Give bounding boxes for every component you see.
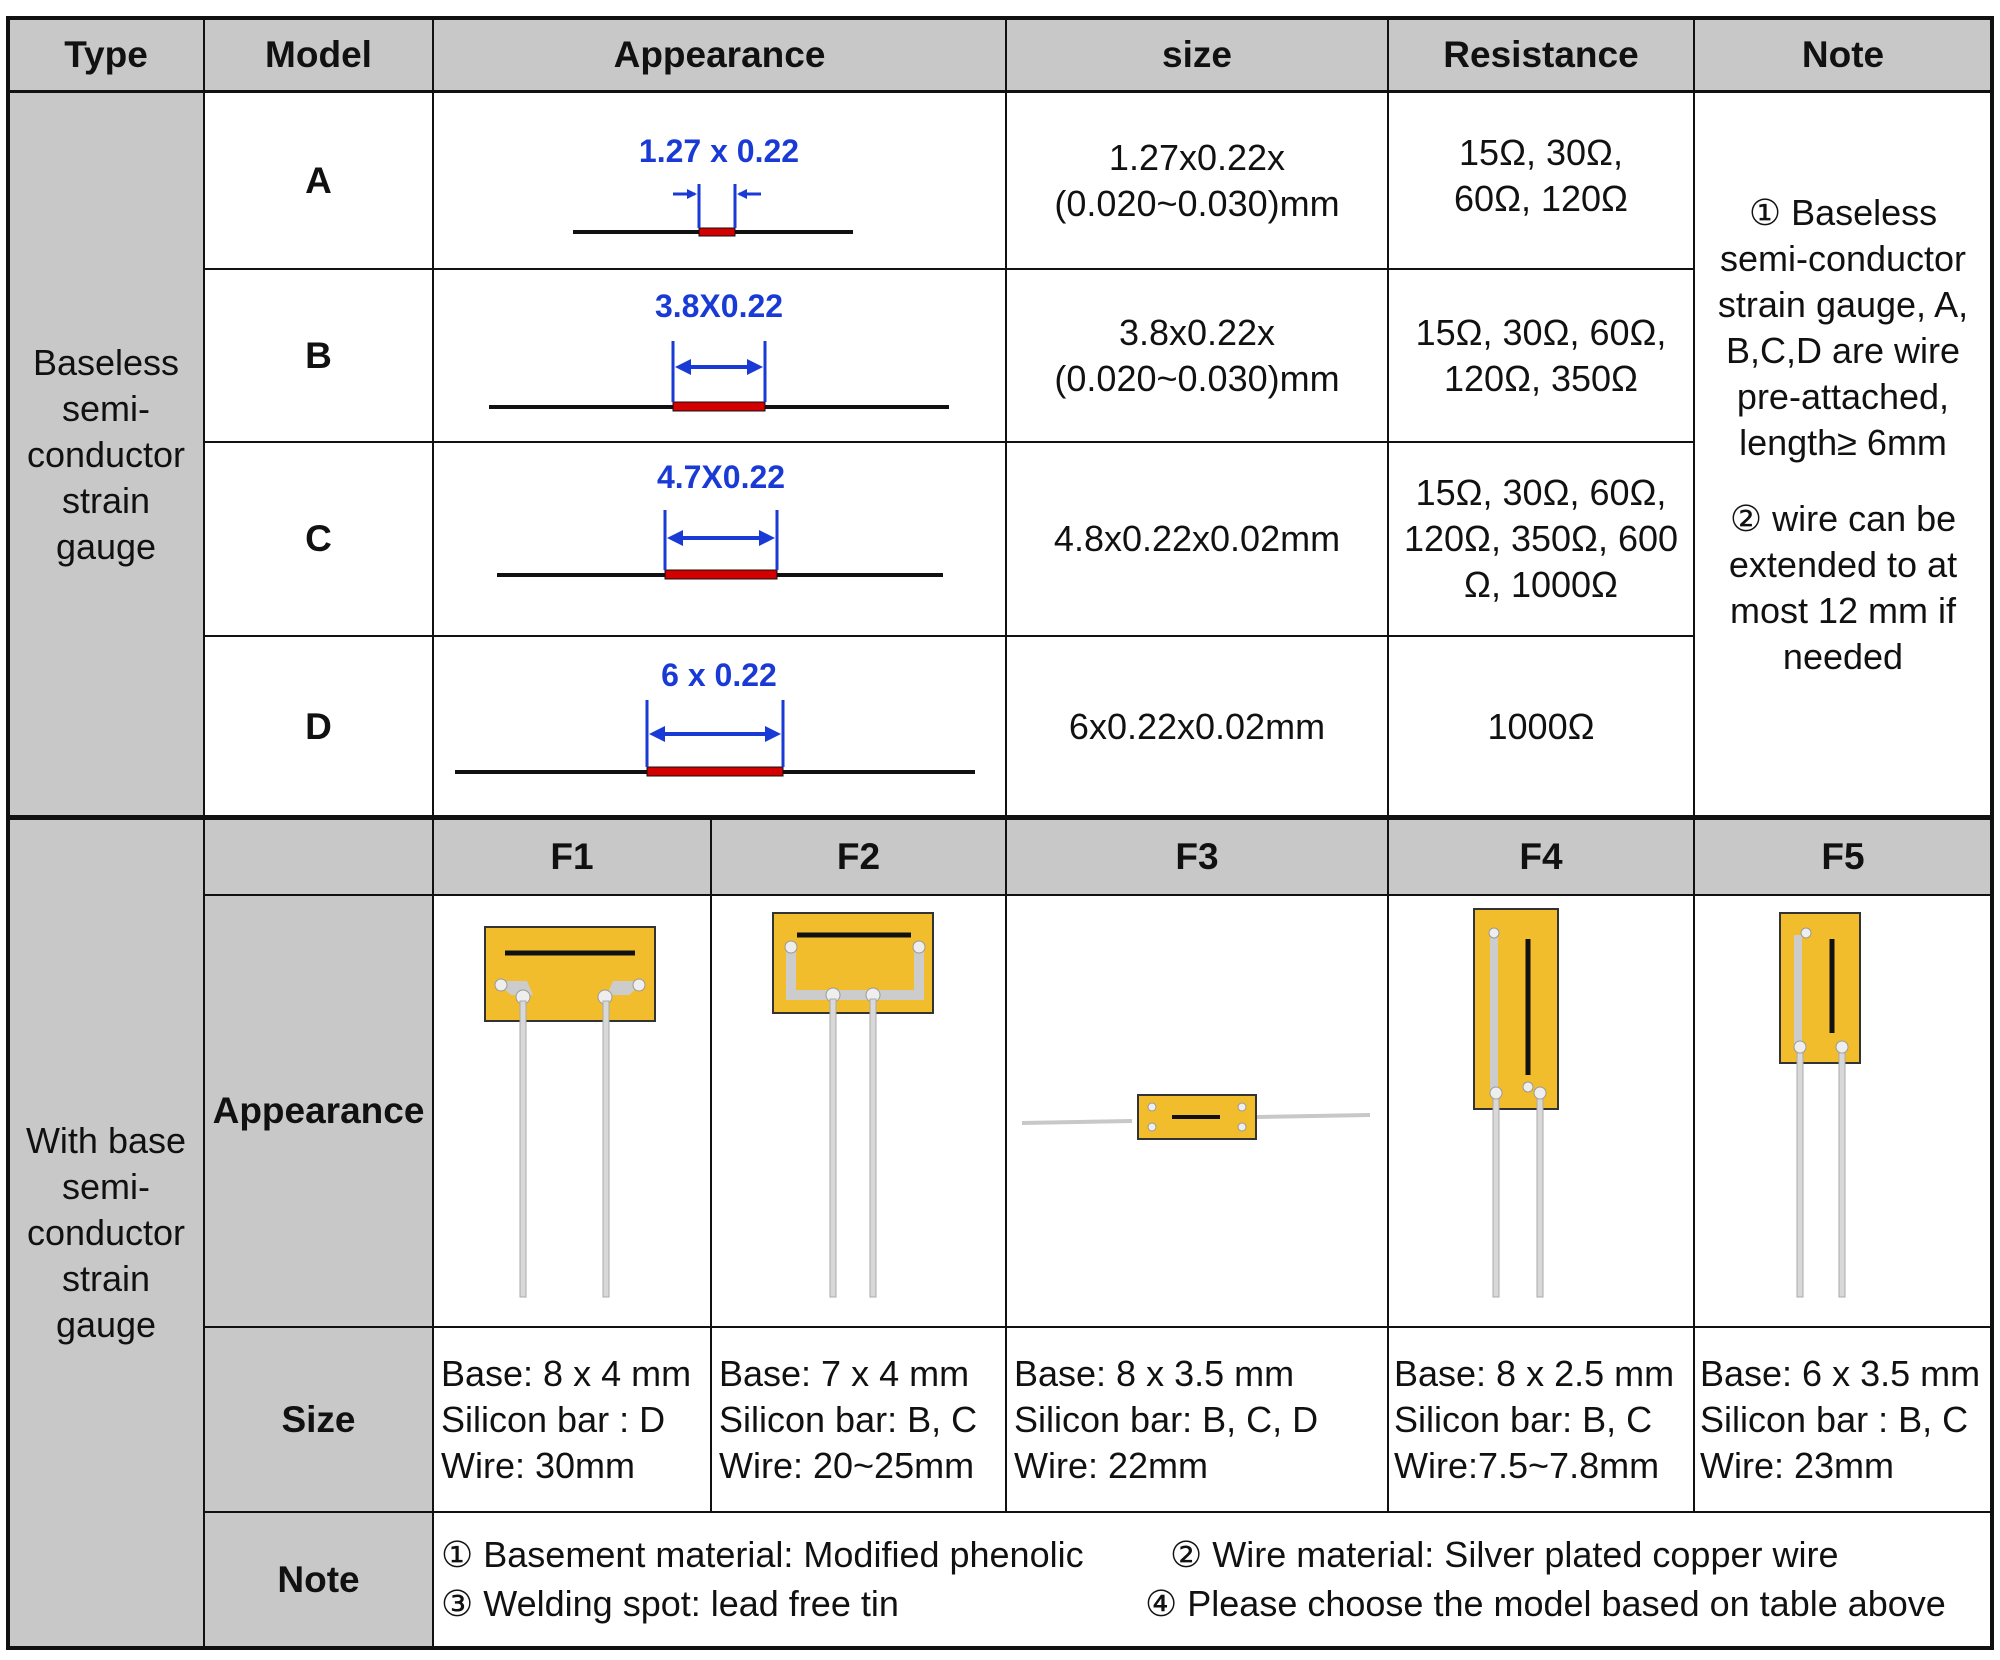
header-appearance: Appearance bbox=[433, 18, 1006, 92]
hline-ab bbox=[204, 268, 1694, 270]
f1-wire-left bbox=[520, 1001, 526, 1297]
hline-appearance bbox=[204, 1326, 1994, 1328]
dim-label-b: 3.8X0.22 bbox=[654, 288, 784, 324]
appearance-f3 bbox=[1006, 895, 1388, 1327]
silicon-bar-a bbox=[699, 228, 735, 236]
size-f4 bbox=[1388, 1327, 1694, 1512]
size-f1 bbox=[433, 1327, 711, 1512]
model-c: C bbox=[305, 518, 332, 559]
model-f5: F5 bbox=[1821, 835, 1865, 877]
with-base-type-label: With base semi- conductor strain gauge bbox=[25, 1120, 187, 1345]
model-f4: F4 bbox=[1519, 835, 1563, 877]
arrowhead-b-right bbox=[747, 359, 763, 375]
baseless-type-label: Baseless semi- conductor strain gauge bbox=[26, 342, 186, 567]
model-f1: F1 bbox=[550, 835, 594, 877]
arrowhead-d-right bbox=[765, 726, 781, 742]
header-type: Type bbox=[8, 18, 204, 92]
f2-solder-1 bbox=[785, 941, 797, 953]
dim-label-c: 4.7X0.22 bbox=[656, 459, 786, 495]
size-a: 1.27x0.22x (0.020~0.030)mm bbox=[1054, 136, 1340, 224]
hline-models-header bbox=[204, 894, 1994, 896]
note-1: ① Basement material: Modified phenolic bbox=[441, 1534, 1084, 1575]
size-f4-wire: Wire:7.5~7.8mm bbox=[1394, 1444, 1660, 1486]
model-b: B bbox=[305, 334, 332, 376]
f1-wire-right bbox=[603, 1001, 609, 1297]
hline-header bbox=[6, 90, 1994, 93]
appearance-f2 bbox=[711, 895, 1006, 1327]
f4-solder-4 bbox=[1534, 1087, 1546, 1099]
size-d: 6x0.22x0.02mm bbox=[1068, 706, 1326, 747]
header-size: size bbox=[1006, 18, 1388, 92]
gauge-b-diagram bbox=[433, 269, 1006, 442]
dim-label-d: 6 x 0.22 bbox=[661, 657, 777, 693]
baseless-note-2: ② wire can be extended to at most 12 mm if needed bbox=[1728, 498, 1958, 677]
silicon-bar-c bbox=[665, 570, 777, 579]
size-f5-bar: Silicon bar : B, C bbox=[1700, 1398, 1969, 1440]
dim-label-a: 1.27 x 0.22 bbox=[638, 133, 800, 169]
note-4: ④ Please choose the model based on table above bbox=[1145, 1583, 1946, 1624]
vline-size bbox=[1387, 16, 1389, 818]
appearance-row-label: Appearance bbox=[212, 1090, 425, 1131]
f2-wire-left bbox=[830, 999, 836, 1297]
baseless-note-1: ① Baseless semi-conductor strain gauge, A, B,C,D are wire pre-attached, length≥ 6mm bbox=[1717, 192, 1969, 463]
arrowhead-a-left bbox=[687, 189, 697, 199]
resistance-a: 15Ω, 30Ω, 60Ω, 120Ω bbox=[1454, 132, 1628, 219]
vline-f1f2 bbox=[710, 818, 712, 1512]
vline-type bbox=[203, 16, 205, 1650]
with-base-notes bbox=[433, 1512, 1992, 1648]
size-c: 4.8x0.22x0.02mm bbox=[1053, 518, 1341, 559]
f5-solder-2 bbox=[1794, 1041, 1806, 1053]
size-f5-base: Base: 6 x 3.5 mm bbox=[1700, 1352, 1981, 1394]
appearance-a bbox=[433, 92, 1006, 269]
size-f5 bbox=[1694, 1327, 1992, 1512]
f4-wire-left bbox=[1493, 1099, 1499, 1297]
appearance-f4 bbox=[1388, 895, 1694, 1327]
model-f2: F2 bbox=[836, 835, 881, 877]
size-f1-bar: Silicon bar : D bbox=[441, 1398, 666, 1440]
size-f4-bar: Silicon bar: B, C bbox=[1394, 1398, 1653, 1440]
model-f3: F3 bbox=[1175, 835, 1219, 877]
hline-cd bbox=[204, 635, 1694, 637]
silicon-bar-b bbox=[673, 402, 765, 411]
f5-wire-right bbox=[1839, 1053, 1845, 1297]
appearance-f1 bbox=[433, 895, 711, 1327]
border-bottom bbox=[6, 1646, 1994, 1650]
hline-section bbox=[6, 815, 1994, 820]
size-f1-wire: Wire: 30mm bbox=[441, 1444, 636, 1486]
size-f2-wire: Wire: 20~25mm bbox=[719, 1444, 975, 1486]
f1-base bbox=[485, 927, 655, 1021]
f4-base bbox=[1474, 909, 1558, 1109]
size-f3-wire: Wire: 22mm bbox=[1014, 1444, 1209, 1486]
gauge-a-diagram bbox=[433, 92, 1006, 269]
hline-bc bbox=[204, 441, 1694, 443]
size-f2-base: Base: 7 x 4 mm bbox=[719, 1352, 970, 1394]
silicon-bar-d bbox=[647, 767, 783, 776]
gauge-c-diagram bbox=[433, 442, 1006, 636]
f1-solder-2 bbox=[633, 979, 645, 991]
vline-resistance bbox=[1693, 16, 1695, 818]
f3-solder-1 bbox=[1148, 1103, 1156, 1111]
border-top bbox=[6, 16, 1994, 20]
arrowhead-b-left bbox=[675, 359, 691, 375]
f1-solder-1 bbox=[495, 979, 507, 991]
model-a: A bbox=[305, 159, 332, 201]
border-left bbox=[6, 16, 10, 1650]
f2-wire-right bbox=[870, 999, 876, 1297]
f5-base bbox=[1780, 913, 1860, 1063]
vline-model bbox=[432, 16, 434, 1650]
header-model: Model bbox=[204, 18, 433, 92]
hline-size bbox=[204, 1511, 1994, 1513]
header-resistance: Resistance bbox=[1388, 18, 1694, 92]
size-row-label: Size bbox=[281, 1398, 356, 1440]
gauge-d-diagram bbox=[433, 636, 1006, 818]
f5-solder-3 bbox=[1836, 1041, 1848, 1053]
arrowhead-a-right bbox=[737, 189, 747, 199]
gauge-f4-image bbox=[1388, 895, 1694, 1327]
size-f2 bbox=[711, 1327, 1006, 1512]
appearance-d bbox=[433, 636, 1006, 818]
size-f3-bar: Silicon bar: B, C, D bbox=[1014, 1398, 1319, 1440]
f3-wire-right bbox=[1256, 1115, 1370, 1117]
size-b: 3.8x0.22x (0.020~0.030)mm bbox=[1054, 311, 1340, 399]
size-f4-base: Base: 8 x 2.5 mm bbox=[1394, 1352, 1675, 1394]
gauge-f3-image bbox=[1006, 895, 1388, 1327]
f2-solder-2 bbox=[913, 941, 925, 953]
appearance-f5 bbox=[1694, 895, 1992, 1327]
vline-f2f3 bbox=[1005, 818, 1007, 1512]
gauge-f1-image bbox=[433, 895, 711, 1327]
note-2: ② Wire material: Silver plated copper wire bbox=[1170, 1534, 1839, 1575]
gauge-f5-image bbox=[1694, 895, 1992, 1327]
gauge-f2-image bbox=[711, 895, 1006, 1327]
size-f5-wire: Wire: 23mm bbox=[1700, 1444, 1895, 1486]
f4-solder-1 bbox=[1489, 928, 1499, 938]
resistance-d: 1000Ω bbox=[1487, 706, 1595, 747]
f4-solder-3 bbox=[1490, 1087, 1502, 1099]
appearance-c bbox=[433, 442, 1006, 636]
note-3: ③ Welding spot: lead free tin bbox=[441, 1583, 899, 1624]
f4-wire-right bbox=[1537, 1099, 1543, 1297]
f3-solder-3 bbox=[1238, 1103, 1246, 1111]
border-right bbox=[1990, 16, 1994, 1650]
size-f2-bar: Silicon bar: B, C bbox=[719, 1398, 978, 1440]
vline-f3f4 bbox=[1387, 818, 1389, 1512]
resistance-b: 15Ω, 30Ω, 60Ω, 120Ω, 350Ω bbox=[1415, 311, 1667, 399]
f3-solder-2 bbox=[1148, 1123, 1156, 1131]
resistance-c: 15Ω, 30Ω, 60Ω, 120Ω, 350Ω, 600 Ω, 1000Ω bbox=[1403, 472, 1679, 605]
vline-appearance bbox=[1005, 16, 1007, 818]
size-f1-base: Base: 8 x 4 mm bbox=[441, 1352, 692, 1394]
f5-solder-1 bbox=[1801, 928, 1811, 938]
arrowhead-d-left bbox=[649, 726, 665, 742]
vline-f4f5 bbox=[1693, 818, 1695, 1512]
f3-wire-left bbox=[1022, 1121, 1132, 1123]
note-row-label: Note bbox=[277, 1559, 360, 1600]
f5-wire-left bbox=[1797, 1053, 1803, 1297]
f4-solder-2 bbox=[1523, 1082, 1533, 1092]
size-f3 bbox=[1006, 1327, 1388, 1512]
model-d: D bbox=[305, 706, 332, 747]
header-note: Note bbox=[1694, 18, 1992, 92]
appearance-b bbox=[433, 269, 1006, 442]
baseless-note bbox=[1694, 92, 1992, 818]
arrowhead-c-right bbox=[759, 530, 775, 546]
arrowhead-c-left bbox=[667, 530, 683, 546]
size-f3-base: Base: 8 x 3.5 mm bbox=[1014, 1352, 1295, 1394]
f3-solder-4 bbox=[1238, 1123, 1246, 1131]
